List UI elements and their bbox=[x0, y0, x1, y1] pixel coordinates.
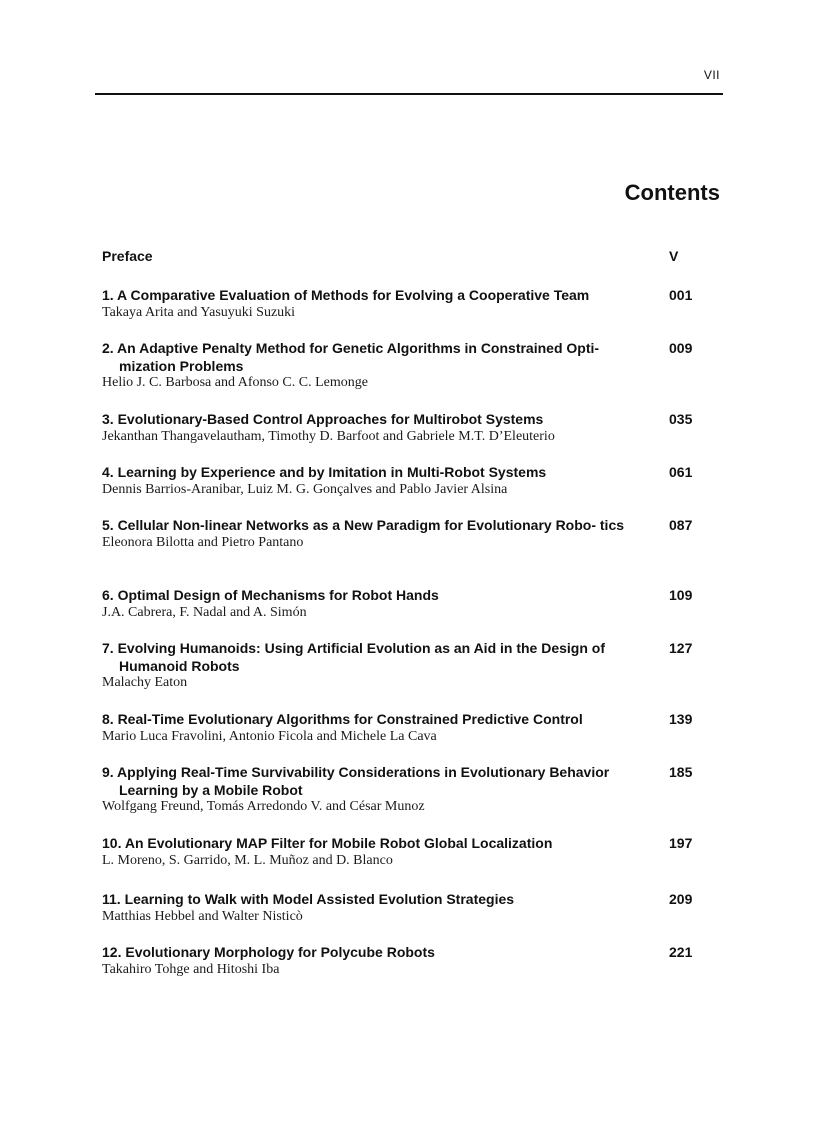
toc-entry-authors: Dennis Barrios-Aranibar, Luiz M. G. Gonçalves and Pablo Javier Alsina bbox=[102, 481, 508, 497]
toc-entry-title: 1. A Comparative Evaluation of Methods for Evolving a Cooperative Team bbox=[102, 287, 590, 303]
toc-entry[interactable] bbox=[102, 711, 722, 744]
toc-entry[interactable] bbox=[102, 835, 722, 868]
toc-entry-title: 3. Evolutionary-Based Control Approaches for Multirobot Systems bbox=[102, 411, 544, 427]
toc-entry-page: 109 bbox=[669, 587, 693, 603]
toc-entry[interactable] bbox=[102, 587, 722, 620]
toc-entry-title: 10. An Evolutionary MAP Filter for Mobile Robot Global Localization bbox=[102, 835, 553, 851]
toc-entry[interactable] bbox=[102, 411, 722, 444]
toc-entry-page: 009 bbox=[669, 340, 693, 356]
toc-entry-authors: Jekanthan Thangavelautham, Timothy D. Barfoot and Gabriele M.T. D’Eleuterio bbox=[102, 428, 555, 444]
toc-entry[interactable] bbox=[102, 340, 722, 390]
toc-entry[interactable] bbox=[102, 764, 722, 814]
toc-entry-authors: L. Moreno, S. Garrido, M. L. Muñoz and D. Blanco bbox=[102, 852, 393, 868]
toc-entry-page: 087 bbox=[669, 517, 693, 533]
toc-entry-authors: Eleonora Bilotta and Pietro Pantano bbox=[102, 534, 304, 550]
toc-entry-title: 4. Learning by Experience and by Imitation in Multi-Robot Systems bbox=[102, 464, 547, 480]
toc-entry-title: 5. Cellular Non-linear Networks as a New Paradigm for Evolutionary Robo- tics bbox=[102, 517, 625, 533]
contents-title: Contents bbox=[624, 180, 720, 205]
toc-entry-title: 6. Optimal Design of Mechanisms for Robot Hands bbox=[102, 587, 439, 603]
toc-entry-authors: Takaya Arita and Yasuyuki Suzuki bbox=[102, 304, 296, 320]
toc-entry-page: 001 bbox=[669, 287, 693, 303]
toc-entry-page: 127 bbox=[669, 640, 693, 656]
toc-entry-authors: Helio J. C. Barbosa and Afonso C. C. Lemonge bbox=[102, 375, 368, 390]
toc-entry[interactable] bbox=[102, 640, 722, 690]
toc-entry[interactable] bbox=[102, 287, 722, 320]
toc-entry-page: 209 bbox=[669, 891, 693, 907]
toc-entry-page: 185 bbox=[669, 764, 693, 780]
toc-entry[interactable] bbox=[102, 464, 722, 497]
toc-entry-page: 221 bbox=[669, 944, 693, 960]
toc-entry-page: 139 bbox=[669, 711, 693, 727]
toc-entry[interactable] bbox=[102, 517, 722, 550]
toc-entry[interactable] bbox=[102, 944, 722, 977]
header-rule bbox=[95, 93, 723, 95]
page-number: VII bbox=[703, 68, 720, 82]
toc-entry-authors: Mario Luca Fravolini, Antonio Ficola and Michele La Cava bbox=[102, 728, 437, 744]
toc-entry-page: 197 bbox=[669, 835, 693, 851]
toc-entry-page: 035 bbox=[669, 411, 693, 427]
toc-entry-title: 7. Evolving Humanoids: Using Artificial Evolution as an Aid in the Design of Humanoid Robots bbox=[102, 640, 606, 674]
toc-entry-title: 8. Real-Time Evolutionary Algorithms for Constrained Predictive Control bbox=[102, 711, 583, 727]
toc-entry-preface[interactable] bbox=[102, 248, 722, 266]
toc-entry-title: 2. An Adaptive Penalty Method for Genetic Algorithms in Constrained Opti- mization Problems bbox=[102, 340, 600, 374]
toc-entry-title: 9. Applying Real-Time Survivability Considerations in Evolutionary Behavior Learning by a Mobile Robot bbox=[102, 764, 610, 798]
toc-entry-title: Preface bbox=[102, 248, 153, 264]
toc-entry-title: 11. Learning to Walk with Model Assisted Evolution Strategies bbox=[102, 891, 515, 907]
toc-entry-page: 061 bbox=[669, 464, 693, 480]
toc-entry-authors: J.A. Cabrera, F. Nadal and A. Simón bbox=[102, 604, 307, 620]
toc-entry-authors: Malachy Eaton bbox=[102, 675, 188, 690]
toc-entry-authors: Matthias Hebbel and Walter Nisticò bbox=[102, 908, 303, 924]
toc-entry-authors: Wolfgang Freund, Tomás Arredondo V. and César Munoz bbox=[102, 799, 425, 814]
toc-entry[interactable] bbox=[102, 891, 722, 924]
toc-entry-authors: Takahiro Tohge and Hitoshi Iba bbox=[102, 961, 280, 977]
toc-entry-page: V bbox=[669, 248, 679, 264]
toc-entry-title: 12. Evolutionary Morphology for Polycube Robots bbox=[102, 944, 435, 960]
